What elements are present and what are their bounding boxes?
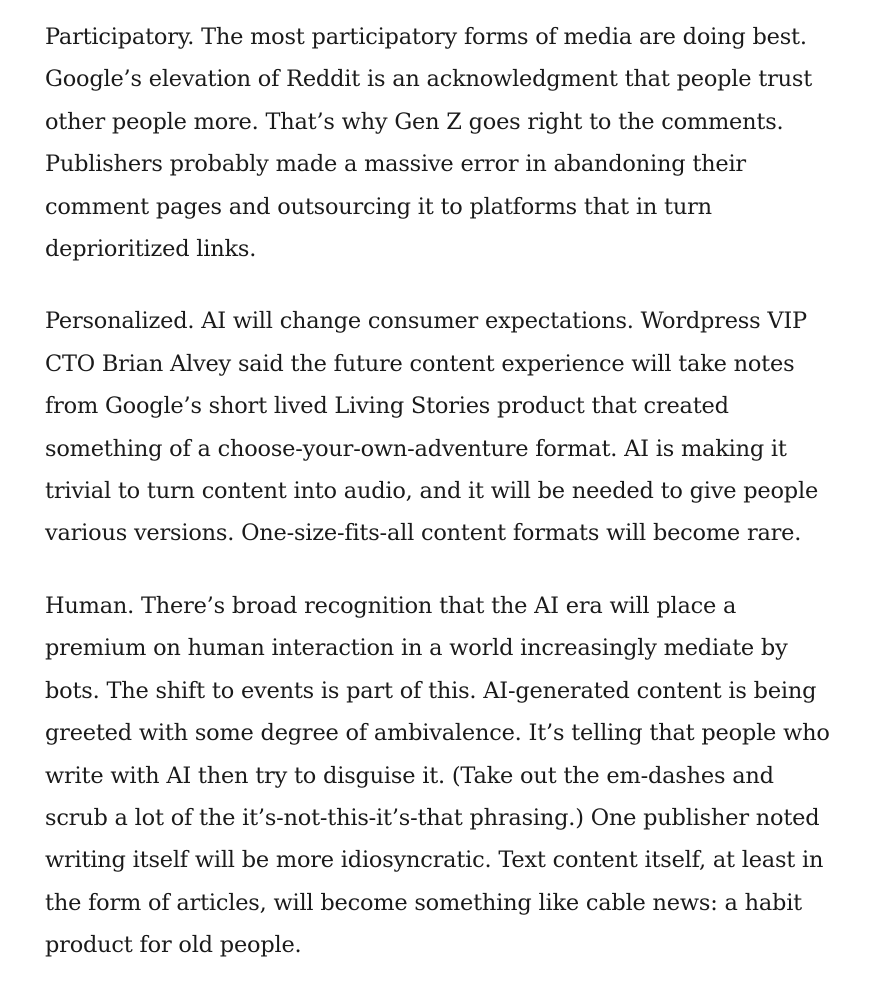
text-line: Human. There’s broad recognition that the AI era will place a	[45, 592, 737, 619]
paragraph-human	[45, 585, 875, 967]
paragraph-personalized	[45, 300, 875, 554]
text-line: other people more. That’s why Gen Z goes right to the comments.	[45, 108, 784, 135]
text-line: from Google’s short lived Living Stories product that created	[45, 393, 729, 420]
text-line: scrub a lot of the it’s-not-this-it’s-that phrasing.) One publisher noted	[45, 804, 820, 831]
text-line: product for old people.	[45, 932, 302, 959]
text-line: greeted with some degree of ambivalence. It’s telling that people who	[45, 720, 830, 747]
text-line: comment pages and outsourcing it to platforms that in turn	[45, 193, 712, 220]
text-line: trivial to turn content into audio, and it will be needed to give people	[45, 478, 819, 505]
text-line: various versions. One-size-fits-all content formats will become rare.	[45, 520, 802, 547]
text-line: the form of articles, will become something like cable news: a habit	[45, 889, 802, 916]
text-line: CTO Brian Alvey said the future content experience will take notes	[45, 350, 795, 377]
text-line: bots. The shift to events is part of this. AI-generated content is being	[45, 677, 817, 704]
text-line: premium on human interaction in a world increasingly mediate by	[45, 635, 788, 662]
paragraph-participatory	[45, 16, 875, 270]
text-line: write with AI then try to disguise it. (Take out the em-dashes and	[45, 762, 774, 789]
text-line: Participatory. The most participatory forms of media are doing best.	[45, 24, 807, 50]
text-line: Publishers probably made a massive error in abandoning their	[45, 151, 746, 178]
text-line: Personalized. AI will change consumer expectations. Wordpress VIP	[45, 308, 807, 335]
text-line: something of a choose-your-own-adventure format. AI is making it	[45, 435, 787, 462]
text-line: Google’s elevation of Reddit is an acknowledgment that people trust	[45, 66, 813, 93]
text-line: writing itself will be more idiosyncratic. Text content itself, at least in	[45, 847, 824, 874]
article-body	[45, 16, 875, 997]
text-line: deprioritized links.	[45, 236, 257, 263]
